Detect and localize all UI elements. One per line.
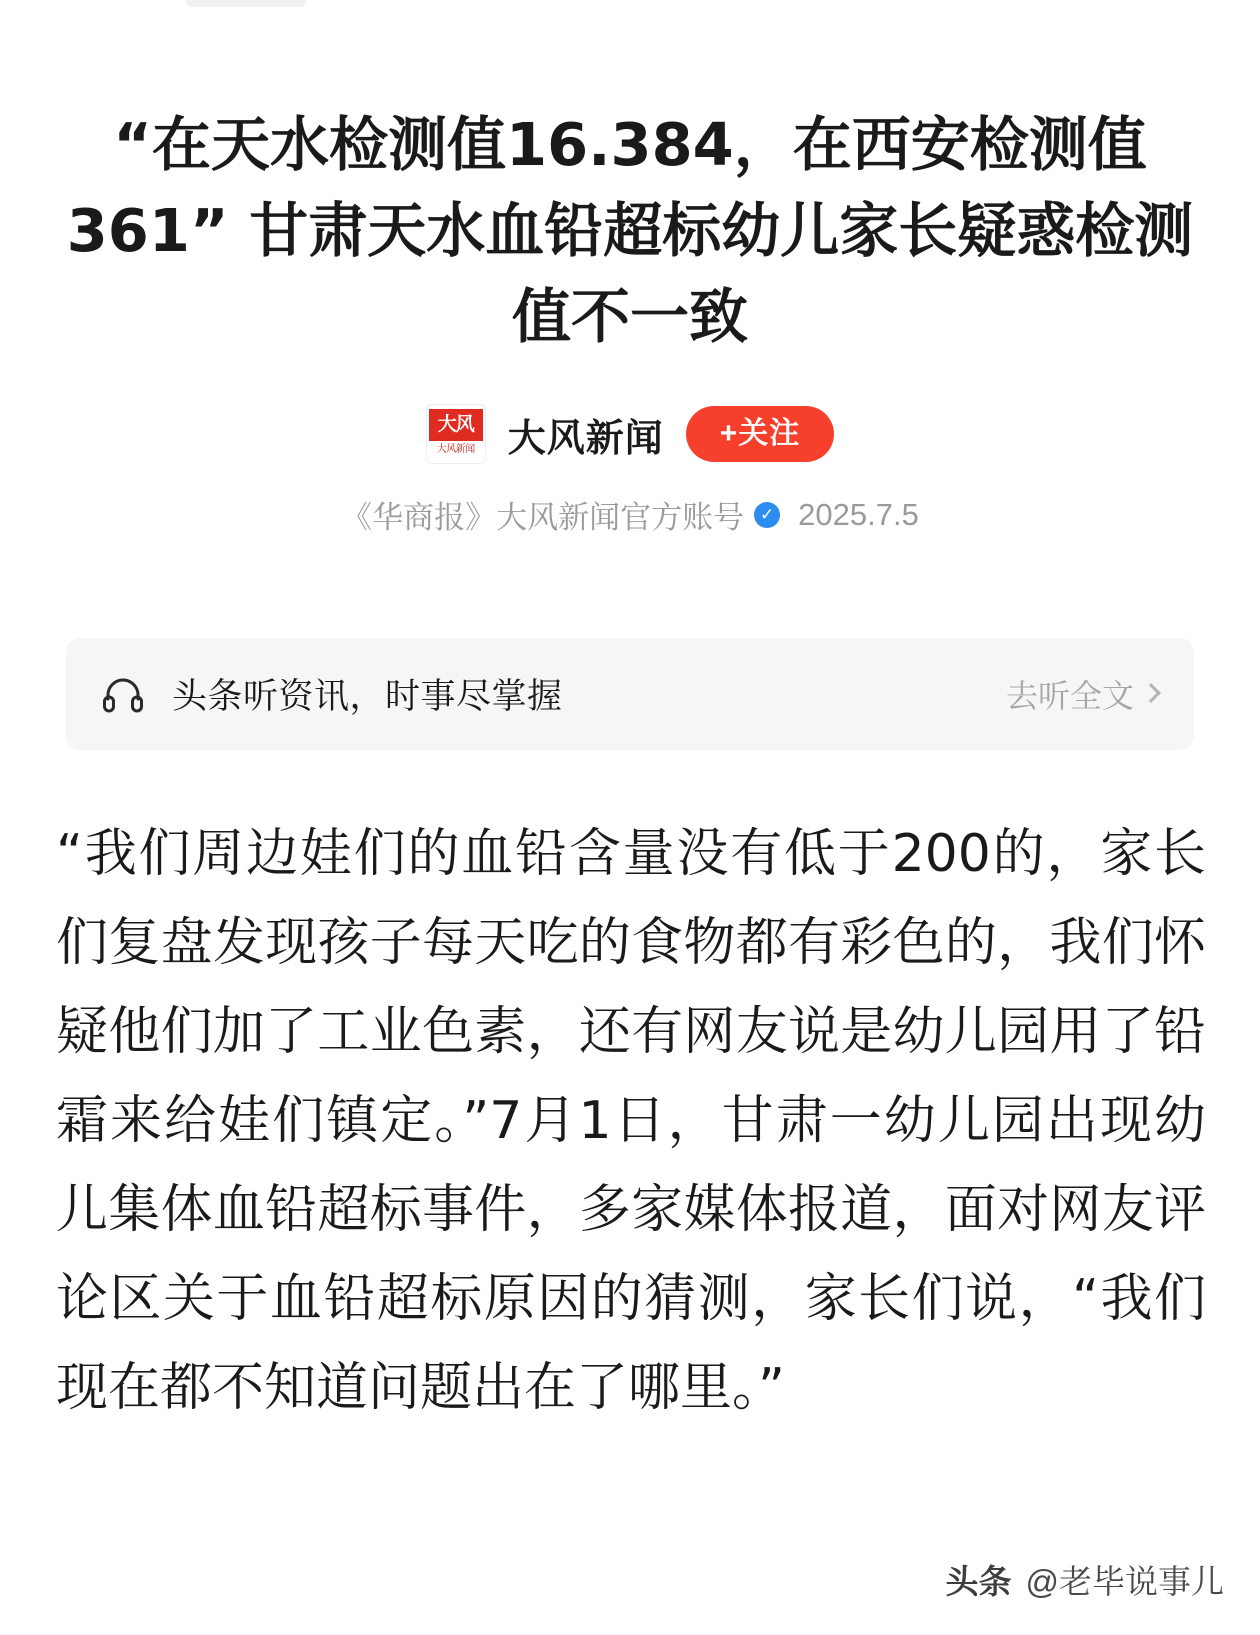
avatar-subtitle-text: 大风新闻 (429, 441, 483, 459)
avatar-logo-text: 大风 (429, 409, 483, 441)
status-bar (0, 0, 1260, 14)
audio-listen-banner[interactable] (66, 638, 1194, 750)
author-row (0, 404, 1260, 464)
browser-tab-nub (186, 0, 306, 7)
verified-badge-icon: ✓ (754, 502, 780, 528)
headphone-icon (100, 671, 146, 717)
watermark-user-label: @老毕说事儿 (1025, 1563, 1224, 1600)
author-source-label: 《华商报》大风新闻官方账号 (341, 500, 745, 535)
article-meta (0, 492, 1260, 537)
follow-button[interactable]: +关注 (686, 406, 835, 462)
author-name[interactable]: 大风新闻 (507, 417, 664, 460)
listen-full-text-button[interactable] (1006, 671, 1158, 717)
watermark (946, 1556, 1225, 1603)
listen-full-text-label: 去听全文 (1005, 678, 1134, 714)
avatar[interactable] (426, 404, 486, 464)
audio-banner-title: 头条听资讯，时事尽掌握 (172, 677, 563, 716)
publish-date: 2025.7.5 (798, 496, 919, 532)
watermark-platform-label: 头条 (945, 1563, 1012, 1600)
chevron-right-icon (1141, 683, 1161, 703)
article-body-paragraph: “我们周边娃们的血铅含量没有低于200的，家长们复盘发现孩子每天吃的食物都有彩色的，我们怀疑他们加了工业色素，还有网友说是幼儿园用了铅霜来给娃们镇定。”7月1日，甘肃一幼儿园出现幼儿集体血铅超标事件，多家媒体报道，面对网友评论区关于血铅超标原因的猜测，家长们说，“我们现在都不知道问题出在了哪里。” (56, 824, 1206, 1418)
page-title: “在天水检测值16.384，在西安检测值361” 甘肃天水血铅超标幼儿家长疑惑检测值不一致 (66, 109, 1194, 351)
